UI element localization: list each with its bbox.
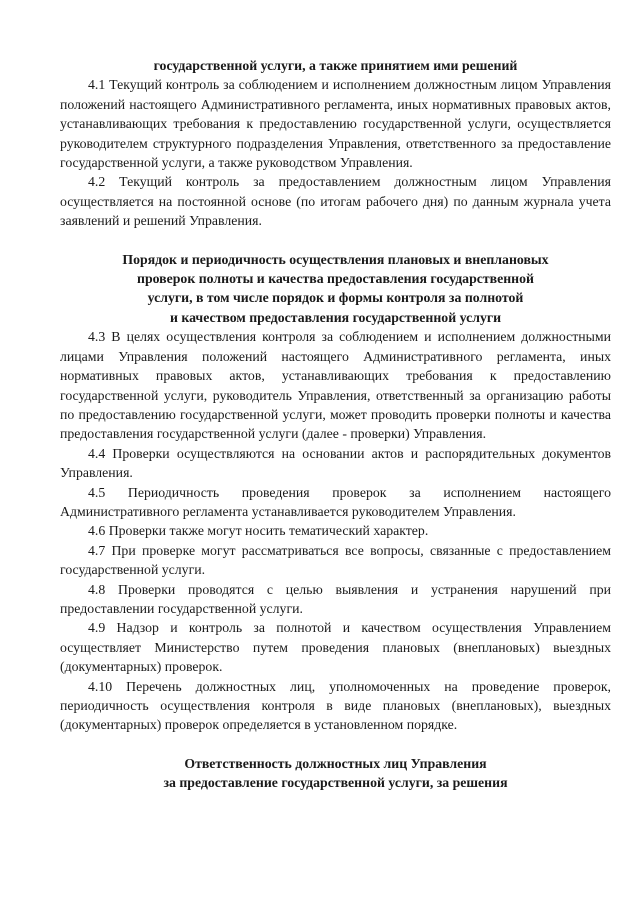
paragraph-4-6: 4.6 Проверки также могут носить тематический характер. xyxy=(88,523,429,539)
paragraph-4-9: 4.9 Надзор и контроль за полнотой и качеством осуществления Управлением осуществляет Министерство путем проведения плановых (внеплановых) выездных (документарных) проверок. xyxy=(60,620,611,675)
section-heading-inspections xyxy=(60,250,611,328)
heading-line: услуги, в том числе порядок и формы контроля за полнотой xyxy=(147,290,524,306)
paragraph-4-2: 4.2 Текущий контроль за предоставлением должностным лицом Управления осуществляется на постоянной основе (по итогам рабочего дня) по данным журнала учета заявлений и решений Управления. xyxy=(60,174,611,229)
heading-line: и качеством предоставления государственной услуги xyxy=(169,309,502,325)
paragraph-4-10: 4.10 Перечень должностных лиц, уполномоченных на проведение проверок, периодичность осуществления контроля в виде плановых (внеплановых), выездных (документарных) проверок определяется в установленном порядке. xyxy=(60,678,611,733)
section-heading-tail xyxy=(60,56,611,75)
heading-line: проверок полноты и качества предоставления государственной xyxy=(137,271,534,287)
paragraph-4-4: 4.4 Проверки осуществляются на основании актов и распорядительных документов Управления. xyxy=(60,445,611,481)
heading-line: за предоставление государственной услуги, за решения xyxy=(163,775,508,791)
heading-line: Ответственность должностных лиц Управления xyxy=(184,755,487,771)
paragraph-4-3: 4.3 В целях осуществления контроля за соблюдением и исполнением должностными лицами Управления положений настоящего Административного регламента, иных нормативных правовых актов, устанавливающих требования к предоставлению государственной услуги, руководитель Управления, ответственный за организацию работы по предоставлению государственной услуги, может проводить проверки полноты и качества предоставления государственной услуги (далее - проверки) Управления. xyxy=(60,329,611,442)
paragraph-4-8: 4.8 Проверки проводятся с целью выявления и устранения нарушений при предоставлении государственной услуги. xyxy=(60,581,611,616)
heading-line: государственной услуги, а также принятием ими решений xyxy=(153,58,518,73)
paragraph-4-7: 4.7 При проверке могут рассматриваться все вопросы, связанные с предоставлением государственной услуги. xyxy=(60,542,611,578)
heading-line: Порядок и периодичность осуществления плановых и внеплановых xyxy=(122,251,549,267)
section-heading-responsibility xyxy=(60,754,611,793)
document-page xyxy=(60,56,611,793)
paragraph-4-1: 4.1 Текущий контроль за соблюдением и исполнением должностным лицом Управления положений настоящего Административного регламента, иных нормативных правовых актов, устанавливающих требования к предоставлению государственной услуги, осуществляется руководителем структурного подразделения Управления, ответственного за предоставление государственной услуги, а также руководством Управления. xyxy=(60,77,611,171)
paragraph-4-5: 4.5 Периодичность проведения проверок за исполнением настоящего Административного регламента устанавливается руководителем Управления. xyxy=(60,484,611,519)
